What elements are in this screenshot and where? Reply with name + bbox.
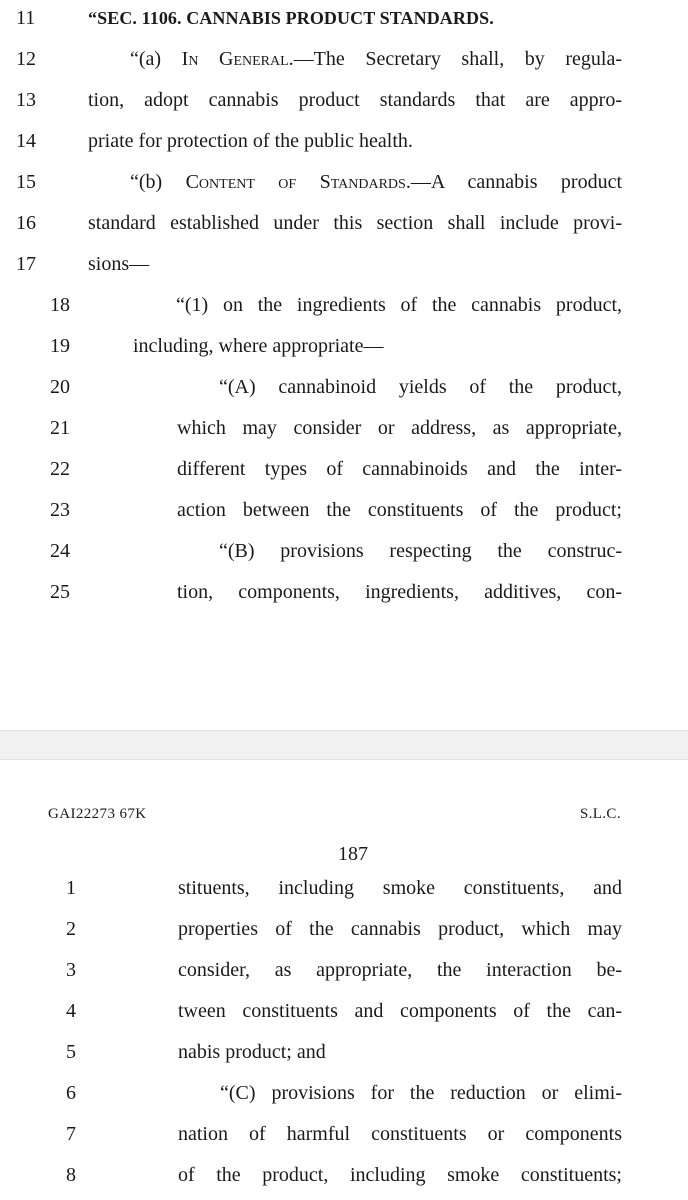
- line-text: which may consider or address, as appropriate,: [177, 417, 622, 439]
- line-13: [0, 86, 688, 126]
- page-gap: [0, 730, 688, 760]
- line-number: 14: [16, 130, 36, 152]
- line-number: 7: [66, 1123, 76, 1145]
- line-number: 20: [50, 376, 70, 398]
- line-4: [0, 997, 688, 1037]
- line-text: sions—: [88, 253, 150, 275]
- line-number: 6: [66, 1082, 76, 1104]
- line-text: standard established under this section shall include provi-: [88, 212, 622, 234]
- line-number: 18: [50, 294, 70, 316]
- line-number: 12: [16, 48, 36, 70]
- line-text: consider, as appropriate, the interaction be-: [178, 959, 622, 981]
- line-11: [0, 4, 688, 44]
- line-number: 2: [66, 918, 76, 940]
- line-number: 1: [66, 877, 76, 899]
- page-number: 187: [338, 843, 368, 865]
- line-text: “(A) cannabinoid yields of the product,: [219, 376, 622, 398]
- line-23: [0, 496, 688, 536]
- line-number: 4: [66, 1000, 76, 1022]
- line-text: action between the constituents of the product;: [177, 499, 622, 521]
- line-5: [0, 1038, 688, 1078]
- line-6: [0, 1079, 688, 1119]
- line-number: 24: [50, 540, 70, 562]
- line-number: 22: [50, 458, 70, 480]
- line-8: [0, 1161, 688, 1200]
- line-text: properties of the cannabis product, which may: [178, 918, 622, 940]
- line-text: “(B) provisions respecting the construc-: [219, 540, 622, 562]
- line-number: 19: [50, 335, 70, 357]
- line-25: [0, 578, 688, 618]
- line-3: [0, 956, 688, 996]
- line-text: of the product, including smoke constituents;: [178, 1164, 622, 1186]
- line-number: 17: [16, 253, 36, 275]
- line-number: 15: [16, 171, 36, 193]
- line-21: [0, 414, 688, 454]
- line-number: 23: [50, 499, 70, 521]
- line-text: “(b) Content of Standards.—A cannabis product: [130, 171, 623, 193]
- line-text: “(1) on the ingredients of the cannabis product,: [176, 294, 622, 316]
- line-19: [0, 332, 688, 372]
- line-18: [0, 291, 688, 331]
- line-number: 11: [16, 7, 36, 29]
- line-1: [0, 874, 688, 914]
- line-22: [0, 455, 688, 495]
- line-number: 21: [50, 417, 70, 439]
- document-id: GAI22273 67K: [48, 806, 147, 822]
- line-number: 25: [50, 581, 70, 603]
- line-17: [0, 250, 688, 290]
- line-24: [0, 537, 688, 577]
- section-title: “SEC. 1106. CANNABIS PRODUCT STANDARDS.: [88, 8, 494, 28]
- line-text: nabis product; and: [178, 1041, 326, 1063]
- line-16: [0, 209, 688, 249]
- line-number: 5: [66, 1041, 76, 1063]
- line-text: “(a) In General.—The Secretary shall, by regula-: [130, 48, 622, 70]
- line-text: tion, adopt cannabis product standards that are appro-: [88, 89, 622, 111]
- line-number: 13: [16, 89, 36, 111]
- line-text: tween constituents and components of the can-: [178, 1000, 622, 1022]
- line-text: different types of cannabinoids and the inter-: [177, 458, 622, 480]
- document-page-bottom: [0, 760, 688, 1200]
- line-15: [0, 168, 688, 208]
- line-text: including, where appropriate—: [133, 335, 384, 357]
- line-14: [0, 127, 688, 167]
- line-7: [0, 1120, 688, 1160]
- line-20: [0, 373, 688, 413]
- line-text: stituents, including smoke constituents, and: [178, 877, 622, 899]
- line-number: 8: [66, 1164, 76, 1186]
- line-text: priate for protection of the public health.: [88, 130, 413, 152]
- line-number: 3: [66, 959, 76, 981]
- line-number: 16: [16, 212, 36, 234]
- slc-label: S.L.C.: [579, 806, 621, 822]
- line-text: nation of harmful constituents or components: [178, 1123, 622, 1145]
- line-text: tion, components, ingredients, additives, con-: [177, 581, 622, 603]
- line-12: [0, 45, 688, 85]
- line-2: [0, 915, 688, 955]
- line-text: “(C) provisions for the reduction or elimi-: [220, 1082, 622, 1104]
